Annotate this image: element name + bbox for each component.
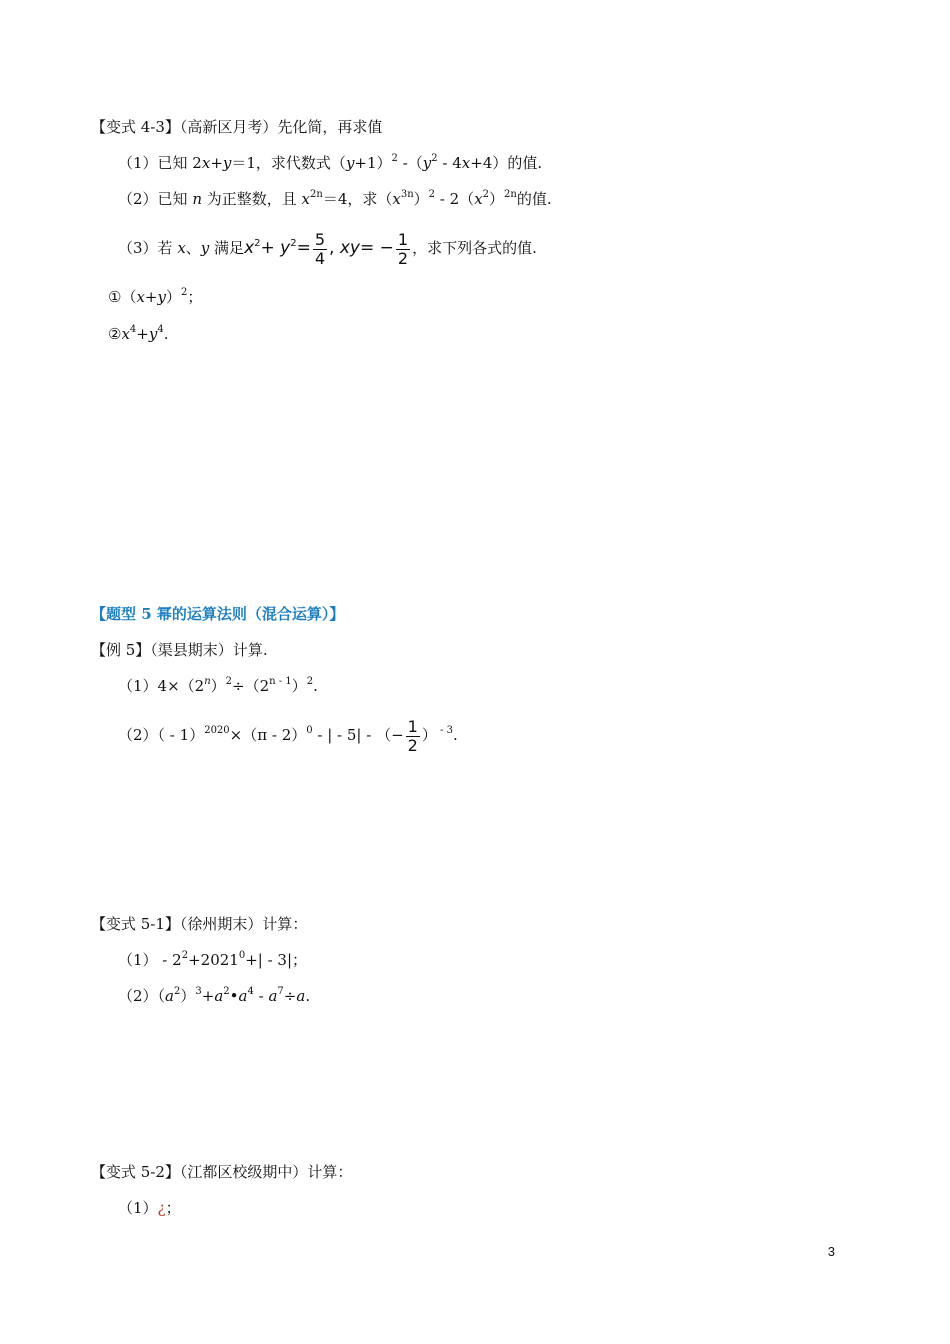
section-heading-type-5: 【题型 5 幂的运算法则（混合运算）】 (91, 605, 345, 623)
fraction-one-half: $\frac{1}{2}$ (407, 716, 418, 755)
variant-5-1-part-1: $(1) - 2^2+2021^0+| - 3|$； (118, 950, 308, 969)
page-number: 3 (827, 1244, 835, 1259)
variant-4-3-part-2: （2）已知 n 为正整数，且 $x^{2n}=4$，求$(x^{3n})^2 - 2(x^2)^{2n}$的值. (118, 189, 552, 208)
example-5-part-1: $(1)4\times(2^n)^2\div(2^{n - 1})^2$. (118, 676, 318, 695)
variant-4-3-part-1: （1）已知 2x+y＝1，求代数式$(y+1)^2$ $-(y^2 - 4x+4)$的值. (118, 153, 543, 172)
variant-5-1-title: 【变式 5-1】（徐州期末）计算： (91, 915, 308, 933)
example-5-part-2: （2）（ - 1）$^{2020}$×（π - 2）$^0$ - | - 5| - （− $\frac{1}{2}$ ） $^{- 3}$. (118, 716, 458, 755)
variant-4-3-sub-1: $①(x+y)^2$； (108, 287, 203, 306)
variant-5-2-part-1: （1）¿； (118, 1199, 181, 1217)
variant-5-2-title: 【变式 5-2】（江都区校级期中）计算： (91, 1163, 353, 1181)
variant-4-3-sub-2: $②x^4+y^4$. (108, 324, 169, 343)
fraction-five-fourths: $\frac{5}{4}$ (314, 229, 326, 268)
variant-4-3-title: 【变式 4-3】（高新区月考）先化简，再求值 (91, 118, 383, 136)
variant-5-1-part-2: $(2)(a^2)^3+a^2•a^4 - a^7\div a$. (118, 986, 311, 1005)
example-5-title: 【例 5】（渠县期末）计算. (91, 641, 268, 659)
variant-4-3-part-3: （3）若 x、y 满足$x^2+ y^2=$ $\frac{5}{4}$ , xy= − $\frac{1}{2}$ ，求下列各式的值. (118, 229, 537, 268)
fraction-one-half: $\frac{1}{2}$ (397, 229, 409, 268)
